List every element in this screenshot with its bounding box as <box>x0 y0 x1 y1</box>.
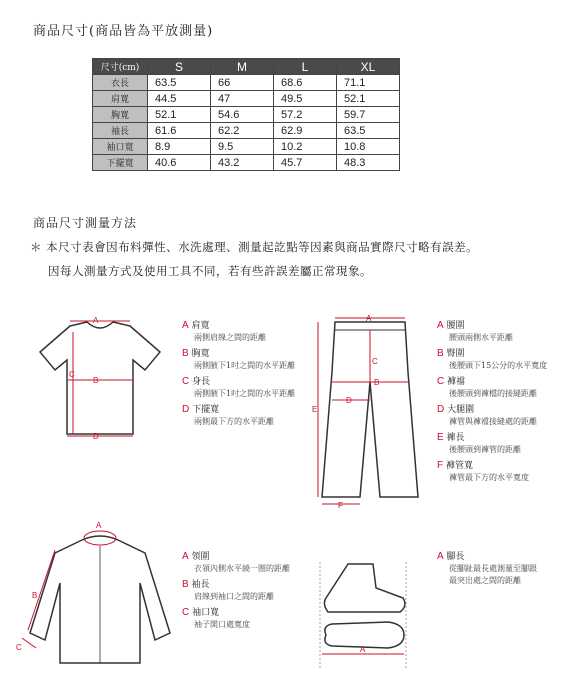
cell-value: 52.1 <box>337 91 400 107</box>
size-header-s: S <box>148 59 211 75</box>
pants-label-a: A <box>366 314 372 323</box>
size-table-header <box>93 59 400 75</box>
cell-value: 57.2 <box>274 107 337 123</box>
foot-diagram <box>318 560 413 675</box>
cell-value: 45.7 <box>274 155 337 171</box>
size-section-title: 商品尺寸(商品皆為平放測量) <box>33 24 214 39</box>
cell-value: 47 <box>211 91 274 107</box>
row-label: 衣長 <box>93 75 148 91</box>
table-row <box>93 107 400 123</box>
pants-label-c: C <box>372 357 378 366</box>
legend-item: B 臀圍 後腰頭下15公分的水平寬度 <box>437 348 548 370</box>
pants-label-d: D <box>346 396 352 405</box>
cell-value: 10.2 <box>274 139 337 155</box>
legend-item: A 腰圍 腰頭兩側水平距離 <box>437 320 513 342</box>
legend-item: F 褲管寬 褲管最下方的水平寬度 <box>437 460 529 482</box>
shirt-label-c: C <box>16 643 22 652</box>
row-label: 下擺寬 <box>93 155 148 171</box>
cell-value: 49.5 <box>274 91 337 107</box>
size-header-xl: XL <box>337 59 400 75</box>
table-row <box>93 139 400 155</box>
cell-value: 66 <box>211 75 274 91</box>
tshirt-label-c: C <box>69 370 75 379</box>
foot-label-a: A <box>360 645 366 654</box>
legend-item: B 胸寬 兩側腋下1吋之間的水平距離 <box>182 348 296 370</box>
cell-value: 52.1 <box>148 107 211 123</box>
table-row <box>93 75 400 91</box>
shirt-line-c <box>22 638 36 648</box>
size-header-m: M <box>211 59 274 75</box>
cell-value: 62.9 <box>274 123 337 139</box>
tshirt-legend <box>182 320 312 432</box>
cell-value: 44.5 <box>148 91 211 107</box>
cell-value: 71.1 <box>337 75 400 91</box>
cell-value: 48.3 <box>337 155 400 171</box>
cell-value: 40.6 <box>148 155 211 171</box>
pants-legend <box>437 320 572 488</box>
method-title: 商品尺寸測量方法 <box>33 216 138 230</box>
row-label: 胸寬 <box>93 107 148 123</box>
cell-value: 43.2 <box>211 155 274 171</box>
cell-value: 63.5 <box>337 123 400 139</box>
foot-side-icon <box>324 564 405 612</box>
note-line-2: 因每人測量方式及使用工具不同，若有些許誤差屬正常現象。 <box>48 264 372 278</box>
legend-item: B 袖長 肩線到袖口之間的距離 <box>182 579 274 601</box>
tshirt-label-d: D <box>93 432 99 441</box>
cell-value: 61.6 <box>148 123 211 139</box>
legend-item: D 大腿圍 褲管與褲襠接縫處的距離 <box>437 404 537 426</box>
row-label: 袖口寬 <box>93 139 148 155</box>
table-row <box>93 155 400 171</box>
cell-value: 8.9 <box>148 139 211 155</box>
shirt-label-a: A <box>96 521 102 530</box>
legend-item: C 袖口寬 袖子開口處寬度 <box>182 607 250 629</box>
foot-legend <box>437 551 572 591</box>
cell-value: 54.6 <box>211 107 274 123</box>
pants-label-e: E <box>312 405 318 414</box>
tshirt-diagram <box>25 312 175 442</box>
table-row <box>93 91 400 107</box>
size-table <box>92 58 400 171</box>
tshirt-label-b: B <box>93 376 99 385</box>
row-label: 肩寬 <box>93 91 148 107</box>
shirt-diagram <box>10 518 175 668</box>
note-line-1: ＊ 本尺寸表會因布料彈性、水洗處理、測量起訖點等因素與商品實際尺寸略有誤差。 <box>30 240 479 254</box>
legend-item: E 褲長 後腰頭到褲管的距離 <box>437 432 521 454</box>
pants-diagram <box>310 312 430 512</box>
cell-value: 62.2 <box>211 123 274 139</box>
cell-value: 59.7 <box>337 107 400 123</box>
size-table-corner: 尺寸(cm) <box>93 59 148 75</box>
table-row <box>93 123 400 139</box>
legend-item: A 領圍 衣領內側水平繞一圈的距離 <box>182 551 290 573</box>
size-header-l: L <box>274 59 337 75</box>
shirt-legend <box>182 551 312 635</box>
tshirt-outline-icon <box>40 322 160 434</box>
legend-item: A 腳長 從腳趾最長處測量至腳跟 最突出處之間的距離 <box>437 551 537 585</box>
legend-item: C 褲襠 後腰頭到褲檔的接縫距離 <box>437 376 537 398</box>
row-label: 袖長 <box>93 123 148 139</box>
cell-value: 68.6 <box>274 75 337 91</box>
shirt-label-b: B <box>32 591 38 600</box>
pants-label-b: B <box>374 378 380 387</box>
cell-value: 9.5 <box>211 139 274 155</box>
tshirt-label-a: A <box>93 316 99 325</box>
legend-item: A 肩寬 兩側肩線之間的距離 <box>182 320 266 342</box>
legend-item: D 下擺寬 兩側最下方的水平距離 <box>182 404 274 426</box>
cell-value: 63.5 <box>148 75 211 91</box>
legend-item: C 身長 兩側腋下1吋之間的水平距離 <box>182 376 296 398</box>
pants-label-f: F <box>338 501 343 510</box>
cell-value: 10.8 <box>337 139 400 155</box>
